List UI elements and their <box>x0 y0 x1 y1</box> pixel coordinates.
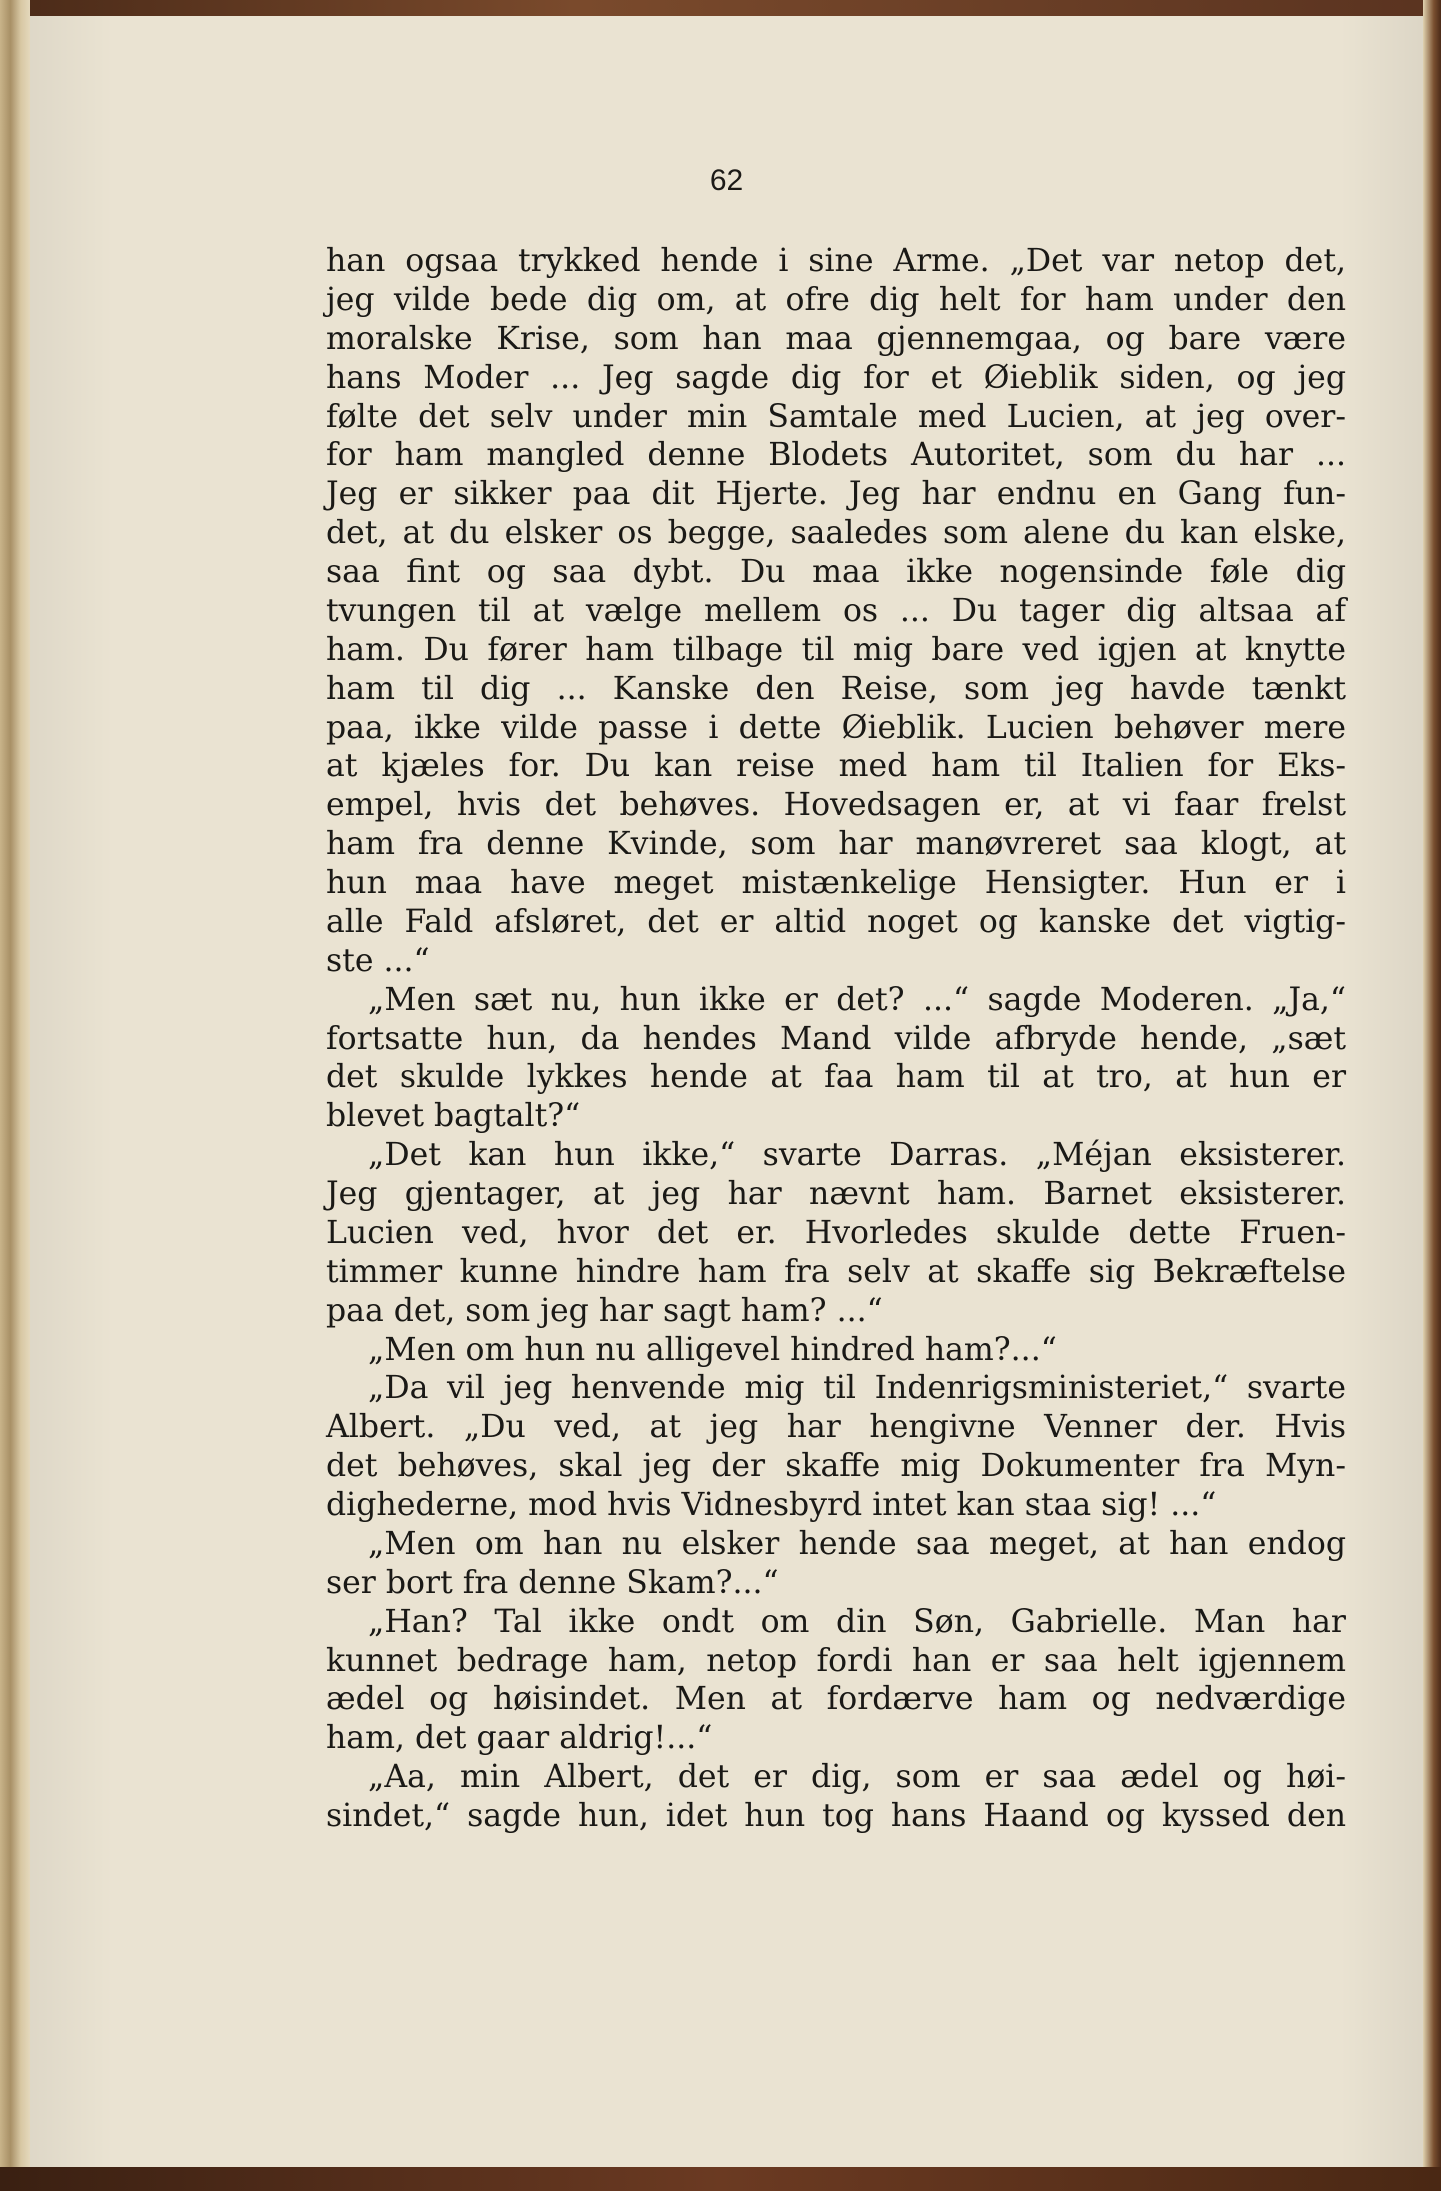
text-line: fortsatte hun, da hendes Mand vilde afbryde hende, „sæt <box>326 1020 1346 1057</box>
body-text <box>326 242 1346 1836</box>
book-cover-edge <box>1423 0 1441 2191</box>
text-line: „Men om hun nu alligevel hindred ham?...“ <box>368 1331 1057 1368</box>
page-number: 62 <box>709 164 744 197</box>
text-line: alle Fald afsløret, det er altid noget og kanske det vigtig- <box>326 903 1346 940</box>
text-line: han ogsaa trykked hende i sine Arme. „Det var netop det, <box>326 243 1346 279</box>
text-line: det skulde lykkes hende at faa ham til at tro, at hun er <box>326 1059 1346 1096</box>
text-line: jeg vilde bede dig om, at ofre dig helt for ham under den <box>326 281 1346 318</box>
text-line: paa det, som jeg har sagt ham? ...“ <box>326 1292 883 1329</box>
text-line: Jeg gjentager, at jeg har nævnt ham. Barnet eksisterer. <box>326 1176 1346 1212</box>
text-line: „Men sæt nu, hun ikke er det? ...“ sagde Moderen. „Ja,“ <box>368 981 1346 1018</box>
text-line: moralske Krise, som han maa gjennemgaa, og bare være <box>326 320 1346 357</box>
text-line: det behøves, skal jeg der skaffe mig Dokumenter fra Myn- <box>326 1448 1346 1485</box>
book-page <box>30 16 1423 2167</box>
text-line: tvungen til at vælge mellem os ... Du tager dig altsaa af <box>326 592 1346 629</box>
text-line: ham fra denne Kvinde, som har manøvreret saa klogt, at <box>326 826 1346 863</box>
text-line: Albert. „Du ved, at jeg har hengivne Venner der. Hvis <box>326 1409 1346 1446</box>
book-top-edge <box>0 0 1441 16</box>
text-line: „Han? Tal ikke ondt om din Søn, Gabrielle. Man har <box>368 1603 1346 1640</box>
text-line: for ham mangled denne Blodets Autoritet, som du har ... <box>326 437 1346 474</box>
text-line: ædel og høisindet. Men at fordærve ham og nedværdige <box>326 1681 1346 1718</box>
text-line: ser bort fra denne Skam?...“ <box>326 1564 779 1601</box>
text-line: hans Moder ... Jeg sagde dig for et Øieblik siden, og jeg <box>326 359 1346 396</box>
text-line: ham. Du fører ham tilbage til mig bare ved igjen at knytte <box>326 631 1346 668</box>
text-line: hun maa have meget mistænkelige Hensigter. Hun er i <box>326 865 1346 901</box>
text-line: empel, hvis det behøves. Hovedsagen er, at vi faar frelst <box>326 787 1346 824</box>
text-line: at kjæles for. Du kan reise med ham til Italien for Eks- <box>326 748 1346 785</box>
text-line: „Aa, min Albert, det er dig, som er saa ædel og høi- <box>368 1759 1346 1796</box>
text-line: ham, det gaar aldrig!...“ <box>326 1720 713 1757</box>
text-line: sindet,“ sagde hun, idet hun tog hans Haand og kyssed den <box>326 1798 1346 1834</box>
text-line: dighederne, mod hvis Vidnesbyrd intet kan staa sig! ...“ <box>326 1487 1217 1523</box>
book-bottom-edge <box>0 2167 1441 2191</box>
text-line: saa fint og saa dybt. Du maa ikke nogensinde føle dig <box>326 554 1346 590</box>
text-line: ham til dig ... Kanske den Reise, som jeg havde tænkt <box>326 670 1346 707</box>
page-stack-edge <box>0 0 30 2191</box>
text-line: blevet bagtalt?“ <box>326 1098 581 1135</box>
text-line: ste ...“ <box>326 942 430 979</box>
text-line: timmer kunne hindre ham fra selv at skaffe sig Bekræftelse <box>326 1253 1346 1290</box>
text-line: „Men om han nu elsker hende saa meget, at han endog <box>368 1525 1346 1562</box>
text-line: Lucien ved, hvor det er. Hvorledes skulde dette Fruen- <box>326 1214 1346 1251</box>
text-line: kunnet bedrage ham, netop fordi han er saa helt igjennem <box>326 1642 1346 1679</box>
text-line: „Det kan hun ikke,“ svarte Darras. „Méjan eksisterer. <box>368 1137 1346 1174</box>
text-line: „Da vil jeg henvende mig til Indenrigsministeriet,“ svarte <box>368 1370 1346 1407</box>
text-line: følte det selv under min Samtale med Lucien, at jeg over- <box>326 398 1346 435</box>
text-line: paa, ikke vilde passe i dette Øieblik. Lucien behøver mere <box>326 709 1346 746</box>
text-line: Jeg er sikker paa dit Hjerte. Jeg har endnu en Gang fun- <box>326 476 1346 513</box>
text-line: det, at du elsker os begge, saaledes som alene du kan elske, <box>326 515 1346 552</box>
